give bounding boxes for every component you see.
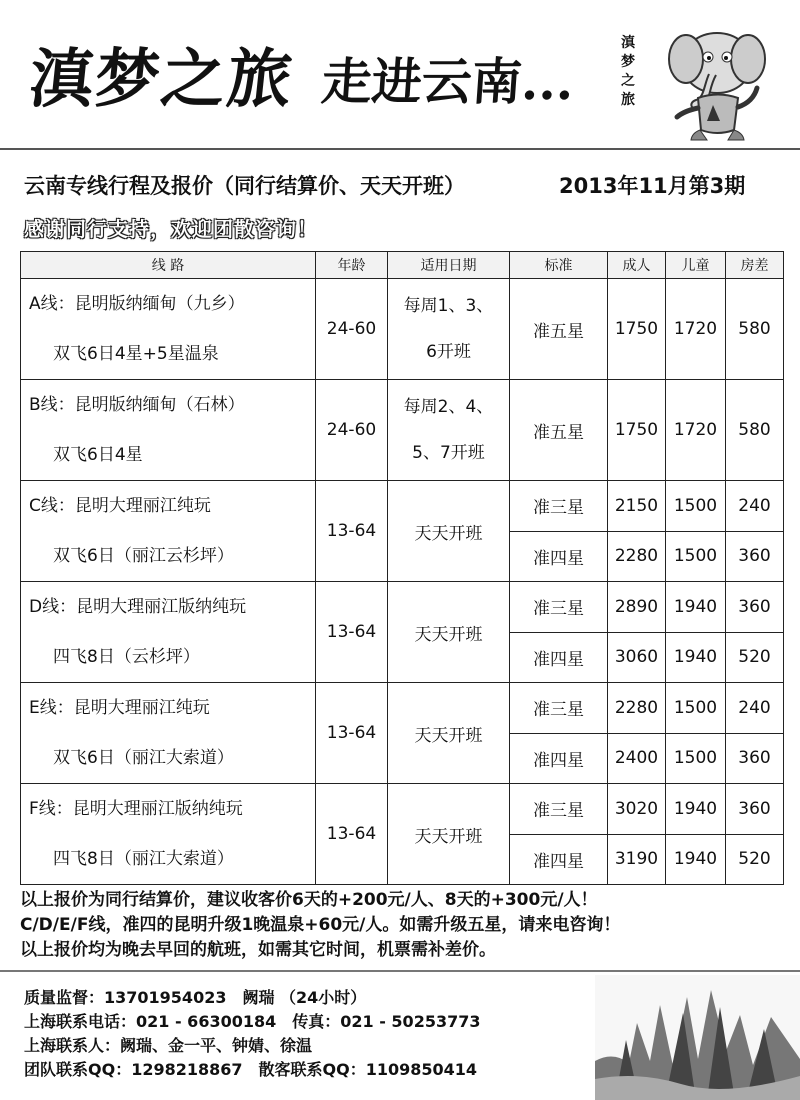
pricing-note: 以上报价均为晚去早回的航班，如需其它时间，机票需补差价。 <box>20 940 496 960</box>
route-line-2: 四飞8日（云杉坪） <box>53 647 200 667</box>
age-range: 24-60 <box>316 279 388 380</box>
vertical-brand-char: 梦 <box>621 54 635 70</box>
vertical-brand-char: 旅 <box>621 92 635 108</box>
issue-date: 2013年11月第3期 <box>559 174 746 198</box>
age-range: 13-64 <box>316 784 388 885</box>
service-days-line-2: 5、7开班 <box>412 443 485 463</box>
header-child: 儿童 <box>666 252 726 279</box>
header-age: 年龄 <box>316 252 388 279</box>
header-date: 适用日期 <box>388 252 510 279</box>
child-price: 1500 <box>666 481 726 532</box>
room-difference: 240 <box>726 683 784 734</box>
pricing-notes <box>20 888 780 963</box>
header <box>0 0 800 150</box>
route-f <box>21 784 316 885</box>
route-e <box>21 683 316 784</box>
route-d <box>21 582 316 683</box>
adult-price: 3190 <box>608 834 666 885</box>
child-price: 1940 <box>666 632 726 683</box>
table-row-route-c <box>21 481 784 532</box>
service-days-line-1: 每周1、3、 <box>403 296 494 316</box>
table-header-row <box>21 252 784 279</box>
service-days: 天天开班 <box>388 582 510 683</box>
slogan: 走进云南... <box>319 52 577 111</box>
adult-price: 2150 <box>608 481 666 532</box>
standard: 准五星 <box>510 380 608 481</box>
service-days-line-2: 6开班 <box>426 342 471 362</box>
adult-price: 3060 <box>608 632 666 683</box>
room-difference: 520 <box>726 834 784 885</box>
room-difference: 580 <box>726 279 784 380</box>
child-price: 1500 <box>666 683 726 734</box>
standard: 准三星 <box>510 683 608 734</box>
route-line-1: B线：昆明版纳缅甸（石林） <box>29 395 245 415</box>
price-list-title: 云南专线行程及报价（同行结算价、天天开班） <box>24 174 465 198</box>
subtitle-thanks: 感谢同行支持，欢迎团散咨询！ <box>24 217 318 241</box>
table-row-route-a <box>21 279 784 380</box>
adult-price: 1750 <box>608 380 666 481</box>
age-range: 13-64 <box>316 481 388 582</box>
standard: 准三星 <box>510 481 608 532</box>
room-difference: 360 <box>726 784 784 835</box>
contact-info <box>24 986 584 1082</box>
child-price: 1940 <box>666 784 726 835</box>
brand-title: 滇梦之旅 <box>25 42 298 117</box>
adult-price: 2280 <box>608 531 666 582</box>
service-days: 天天开班 <box>388 784 510 885</box>
standard: 准五星 <box>510 279 608 380</box>
standard: 准四星 <box>510 834 608 885</box>
route-line-2: 双飞6日4星 <box>53 445 143 465</box>
route-a <box>21 279 316 380</box>
pricing-note: 以上报价为同行结算价，建议收客价6天的+200元/人、8天的+300元/人！ <box>20 890 598 910</box>
service-days: 天天开班 <box>388 683 510 784</box>
table-row-route-f <box>21 784 784 835</box>
standard: 准四星 <box>510 733 608 784</box>
elephant-mascot-icon <box>662 14 772 142</box>
price-list-title-row <box>24 170 784 204</box>
standard: 准三星 <box>510 784 608 835</box>
route-line-2: 双飞6日4星+5星温泉 <box>53 344 219 364</box>
route-line-1: F线：昆明大理丽江版纳纯玩 <box>29 799 243 819</box>
route-line-1: D线：昆明大理丽江版纳纯玩 <box>29 597 247 617</box>
standard: 准四星 <box>510 632 608 683</box>
contact-divider <box>0 970 800 972</box>
room-difference: 240 <box>726 481 784 532</box>
service-days <box>388 380 510 481</box>
child-price: 1500 <box>666 733 726 784</box>
room-difference: 520 <box>726 632 784 683</box>
age-range: 13-64 <box>316 582 388 683</box>
service-days <box>388 279 510 380</box>
service-days-line-1: 每周2、4、 <box>403 397 494 417</box>
standard: 准四星 <box>510 531 608 582</box>
route-c <box>21 481 316 582</box>
table-row-route-d <box>21 582 784 633</box>
route-line-2: 四飞8日（丽江大索道） <box>53 849 234 869</box>
pricing-note: C/D/E/F线，准四的昆明升级1晚温泉+60元/人。如需升级五星，请来电咨询！ <box>20 915 621 935</box>
adult-price: 2280 <box>608 683 666 734</box>
room-difference: 580 <box>726 380 784 481</box>
adult-price: 3020 <box>608 784 666 835</box>
adult-price: 2890 <box>608 582 666 633</box>
header-route: 线 路 <box>21 252 316 279</box>
shanghai-contacts: 上海联系人：阙瑞、金一平、钟婧、徐温 <box>24 1036 313 1055</box>
child-price: 1720 <box>666 279 726 380</box>
route-line-2: 双飞6日（丽江云杉坪） <box>53 546 234 566</box>
service-days: 天天开班 <box>388 481 510 582</box>
room-difference: 360 <box>726 531 784 582</box>
adult-price: 2400 <box>608 733 666 784</box>
stone-forest-image <box>595 975 800 1100</box>
quality-contact: 质量监督：13701954023 阙瑞 （24小时） <box>24 988 367 1007</box>
price-table <box>20 251 784 885</box>
room-difference: 360 <box>726 582 784 633</box>
table-row-route-b <box>21 380 784 481</box>
route-b <box>21 380 316 481</box>
child-price: 1940 <box>666 834 726 885</box>
table-row-route-e <box>21 683 784 734</box>
vertical-brand <box>617 34 639 110</box>
age-range: 13-64 <box>316 683 388 784</box>
standard: 准三星 <box>510 582 608 633</box>
vertical-brand-char: 滇 <box>621 35 635 51</box>
route-line-2: 双飞6日（丽江大索道） <box>53 748 234 768</box>
route-line-1: E线：昆明大理丽江纯玩 <box>29 698 210 718</box>
age-range: 24-60 <box>316 380 388 481</box>
header-room: 房差 <box>726 252 784 279</box>
route-line-1: C线：昆明大理丽江纯玩 <box>29 496 211 516</box>
vertical-brand-char: 之 <box>621 73 635 89</box>
qq-contacts: 团队联系QQ：1298218867 散客联系QQ：1109850414 <box>24 1060 478 1079</box>
adult-price: 1750 <box>608 279 666 380</box>
room-difference: 360 <box>726 733 784 784</box>
child-price: 1500 <box>666 531 726 582</box>
child-price: 1720 <box>666 380 726 481</box>
header-standard: 标准 <box>510 252 608 279</box>
header-adult: 成人 <box>608 252 666 279</box>
child-price: 1940 <box>666 582 726 633</box>
route-line-1: A线：昆明版纳缅甸（九乡） <box>29 294 245 314</box>
shanghai-phone: 上海联系电话：021 - 66300184 传真：021 - 50253773 <box>24 1012 481 1031</box>
